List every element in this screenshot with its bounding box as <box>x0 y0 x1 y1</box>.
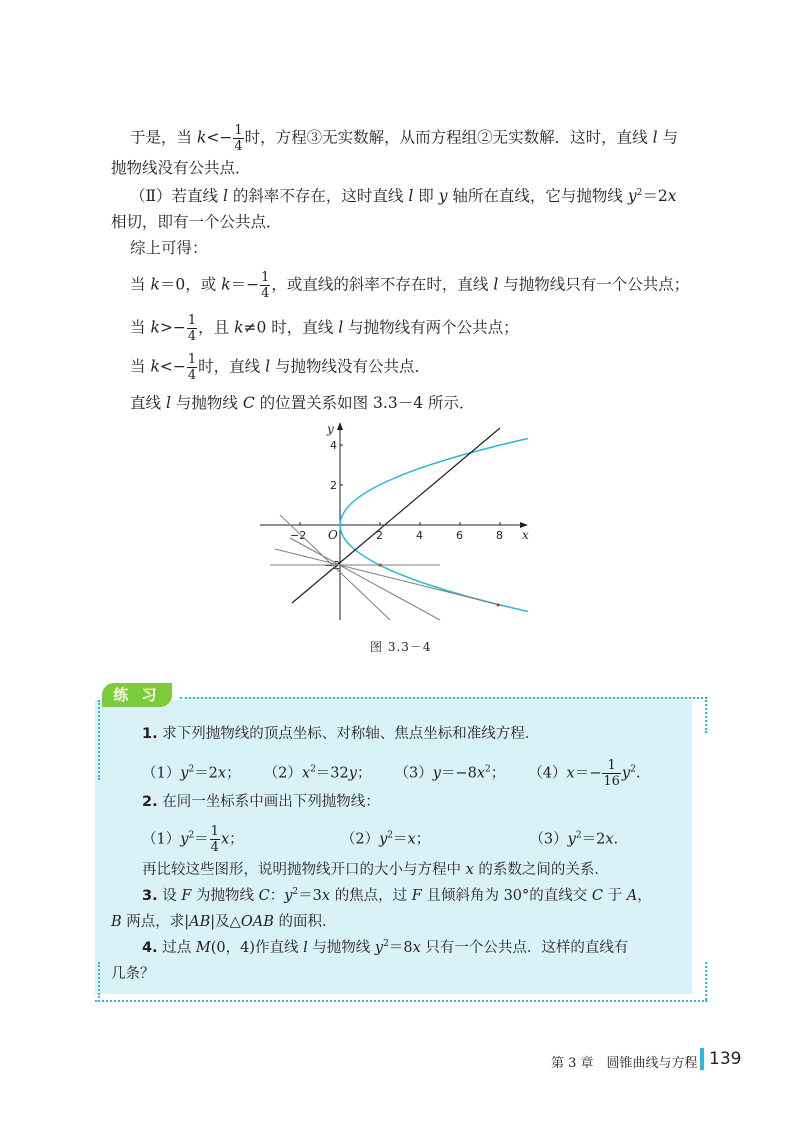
line-k-mid-neg <box>290 538 440 620</box>
para-line-8: 当 k<− $\frac{1}{4}$ 时，直线 l 与抛物线没有公共点． <box>130 352 430 383</box>
box-left-dots-top <box>98 700 100 780</box>
x-tick-6: 6 <box>456 529 463 542</box>
para-line-5: 综上可得： <box>130 239 208 257</box>
x-tick-8: 8 <box>496 529 503 542</box>
x-axis-label: x <box>522 528 529 542</box>
y-tick-2: 2 <box>330 479 337 492</box>
para-line-4: 相切，即有一个公共点． <box>111 213 282 231</box>
page-number: 139 <box>709 1049 742 1069</box>
tangent-point-1 <box>379 564 382 567</box>
para-line-1: 于是，当 k<− $\frac{1}{4}$ 时，方程③无实数解，从而方程组②无实数解．这时，直线 l 与 <box>130 123 678 154</box>
footer-bar <box>700 1048 704 1070</box>
line-k-one <box>292 428 500 603</box>
tangent-point-2 <box>497 604 500 607</box>
para-line-9: 直线 l 与抛物线 C 的位置关系如图 3.3－4 所示． <box>130 394 475 412</box>
para-line-3: （Ⅱ）若直线 l 的斜率不存在，这时直线 l 即 y 轴所在直线，它与抛物线 $y^2=2x$ <box>130 187 677 205</box>
y-axis-label: y <box>327 422 334 436</box>
footer-chapter: 第 3 章 圆锥曲线与方程 <box>551 1056 698 1071</box>
para-line-6: 当 k＝0，或 k＝− $\frac{1}{4}$ ，或直线的斜率不存在时，直线 l 与抛物线只有一个公共点； <box>130 270 690 301</box>
para-line-2: 抛物线没有公共点． <box>111 159 251 177</box>
parabola-figure <box>250 420 540 630</box>
y-tick-4: 4 <box>330 439 337 452</box>
box-top-dots <box>180 697 707 699</box>
x-tick-2: 2 <box>376 529 383 542</box>
y-tick-neg2: −2 <box>324 559 341 572</box>
exercise-q4: 4. 过点 M(0，4)作直线 l 与抛物线 $y^2=8x$ 只有一个公共点．这样的直线有 <box>142 939 629 956</box>
exercise-q2: 2. 在同一坐标系中画出下列抛物线： <box>142 794 380 810</box>
exercise-q3: 3. 设 F 为抛物线 C：$y^2=3x$ 的焦点，过 F 且倾斜角为 30°的直线交 C 于 A， <box>142 887 652 904</box>
x-tick-neg2: −2 <box>290 529 307 542</box>
box-right-dots-top <box>705 697 707 733</box>
box-left-dots-bottom <box>98 962 100 998</box>
box-bottom-dots <box>95 1000 707 1002</box>
figure-caption: 图 3.3－4 <box>370 640 432 654</box>
para-line-7: 当 k>− $\frac{1}{4}$ ，且 k≠0 时，直线 l 与抛物线有两个公共点； <box>130 313 519 344</box>
exercise-title: 练 习 <box>102 683 172 707</box>
x-tick-4: 4 <box>416 529 423 542</box>
exercise-q3-line2: B 两点，求|AB|及△OAB 的面积． <box>111 914 337 930</box>
exercise-q4-line2: 几条？ <box>111 966 155 982</box>
y-axis-arrow <box>337 422 343 430</box>
box-right-dots-bottom <box>705 962 707 1000</box>
exercise-q1: 1. 求下列抛物线的顶点坐标、对称轴、焦点坐标和准线方程． <box>142 726 540 742</box>
exercise-q2-tail: 再比较这些图形，说明抛物线开口的大小与方程中 x 的系数之间的关系． <box>142 862 609 878</box>
exercise-q2-items: $(1)y^2=$ $\frac{1}{4}$ x； $(2)y^2=x$； $(3)y^2=2x$. <box>142 824 619 855</box>
origin-label: O <box>328 528 338 542</box>
line-k-neg-quarter <box>275 549 500 605</box>
exercise-q1-items: $(1)y^2=2x$； $(2)x^2=32y$； $(3)y=-8x^2$； （4）x＝− $\frac{1}{16}$ $y^2$. <box>142 758 641 789</box>
